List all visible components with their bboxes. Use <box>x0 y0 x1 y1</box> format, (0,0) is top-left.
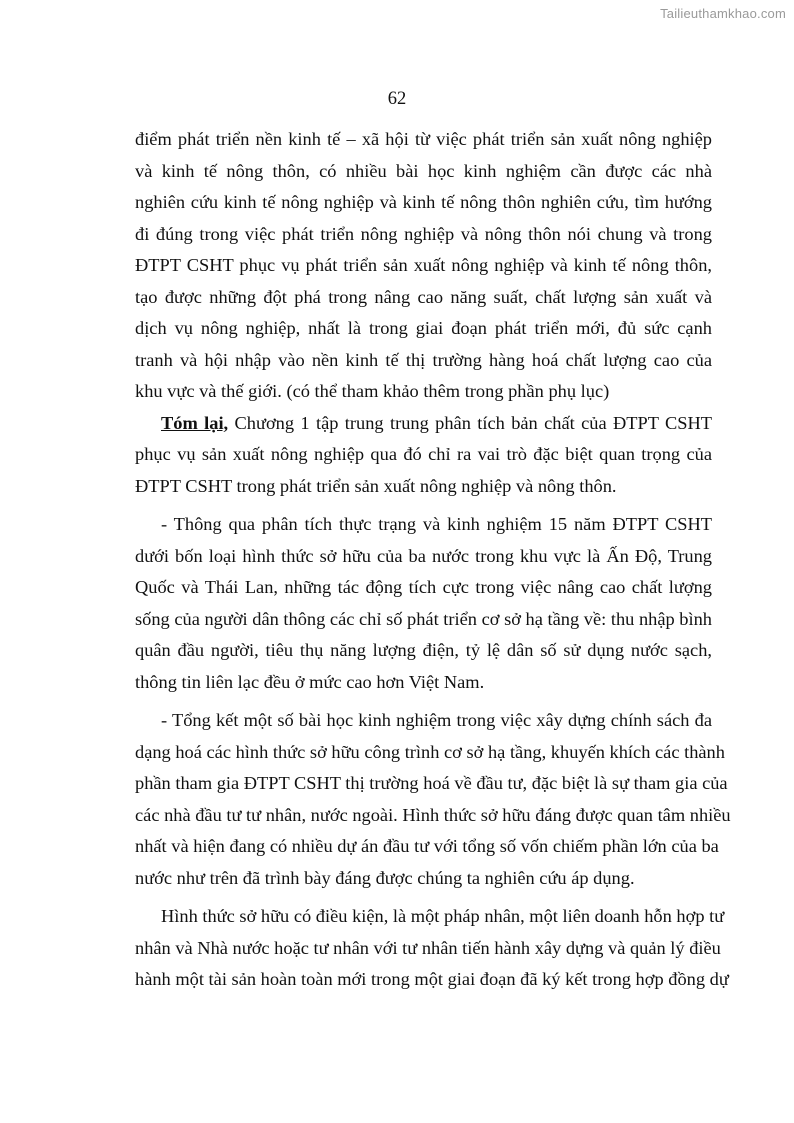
text-line: đi đúng trong việc phát triển nông nghiệp và nông thôn nói chung và trong <box>135 223 712 244</box>
text-line: - Tổng kết một số bài học kinh nghiệm trong việc xây dựng chính sách đa <box>161 710 712 730</box>
text-line: khu vực và thế giới. (có thể tham khảo thêm trong phần phụ lục) <box>135 381 610 401</box>
paragraph-4 <box>135 705 731 894</box>
text-line: dưới bốn loại hình thức sở hữu của ba nước trong khu vực là Ấn Độ, Trung <box>135 545 712 566</box>
text-line: nghiên cứu kinh tế nông nghiệp và kinh tế nông thôn nghiên cứu, tìm hướng <box>135 192 712 212</box>
summary-lead: Tóm lại, <box>161 412 229 433</box>
paragraph-3 <box>135 509 712 698</box>
text-line: tranh và hội nhập vào nền kinh tế thị trường hàng hoá chất lượng cao của <box>135 349 712 370</box>
paragraph-1 <box>135 124 712 408</box>
text-line: hành một tài sản hoàn toàn mới trong một giai đoạn đã ký kết trong hợp đồng dự <box>135 969 729 989</box>
text-line: nhân và Nhà nước hoặc tư nhân với tư nhân tiến hành xây dựng và quản lý điều <box>135 937 721 958</box>
text-line: ĐTPT CSHT trong phát triển sản xuất nông nghiệp và nông thôn. <box>135 475 617 496</box>
text-line: nhất và hiện đang có nhiều dự án đầu tư với tổng số vốn chiếm phần lớn của ba <box>135 836 719 856</box>
text-line: các nhà đầu tư tư nhân, nước ngoài. Hình thức sở hữu đáng được quan tâm nhiều <box>135 804 731 825</box>
text-line: ĐTPT CSHT phục vụ phát triển sản xuất nông nghiệp và kinh tế nông thôn, <box>135 255 712 275</box>
document-body <box>135 124 731 996</box>
text-line: quân đầu người, tiêu thụ năng lượng điện, tỷ lệ dân số sử dụng nước sạch, <box>135 640 712 660</box>
watermark: Tailieuthamkhao.com <box>660 6 786 21</box>
text-line: Quốc và Thái Lan, những tác động tích cực trong việc nâng cao chất lượng <box>135 577 712 597</box>
page-number: 62 <box>387 89 407 109</box>
paragraph-summary <box>135 408 712 503</box>
text-span: Chương 1 tập trung trung phân tích bản chất của ĐTPT CSHT <box>228 412 712 433</box>
paragraph-5 <box>135 901 729 996</box>
text-line: phần tham gia ĐTPT CSHT thị trường hoá về đầu tư, đặc biệt là sự tham gia của <box>135 773 728 793</box>
text-line: dịch vụ nông nghiệp, nhất là trong giai đoạn phát triển mới, đủ sức cạnh <box>135 318 712 338</box>
text-line <box>135 408 712 440</box>
text-line: thông tin liên lạc đều ở mức cao hơn Việt Nam. <box>135 671 485 692</box>
text-line: dạng hoá các hình thức sở hữu công trình cơ sở hạ tầng, khuyến khích các thành <box>135 741 725 762</box>
text-line: phục vụ sản xuất nông nghiệp qua đó chỉ ra vai trò đặc biệt quan trọng của <box>135 444 712 464</box>
text-line: tạo được những đột phá trong nâng cao năng suất, chất lượng sản xuất và <box>135 286 712 307</box>
text-line: Hình thức sở hữu có điều kiện, là một pháp nhân, một liên doanh hỗn hợp tư <box>161 906 725 926</box>
text-line: điểm phát triển nền kinh tế – xã hội từ việc phát triển sản xuất nông nghiệp <box>135 129 712 149</box>
text-line: và kinh tế nông thôn, có nhiều bài học kinh nghiệm cần được các nhà <box>135 160 712 181</box>
text-line: nước như trên đã trình bày đáng được chúng ta nghiên cứu áp dụng. <box>135 867 635 888</box>
text-line: sống của người dân thông các chỉ số phát triển cơ sở hạ tầng về: thu nhập bình <box>135 608 712 629</box>
text-line: - Thông qua phân tích thực trạng và kinh nghiệm 15 năm ĐTPT CSHT <box>161 514 712 534</box>
